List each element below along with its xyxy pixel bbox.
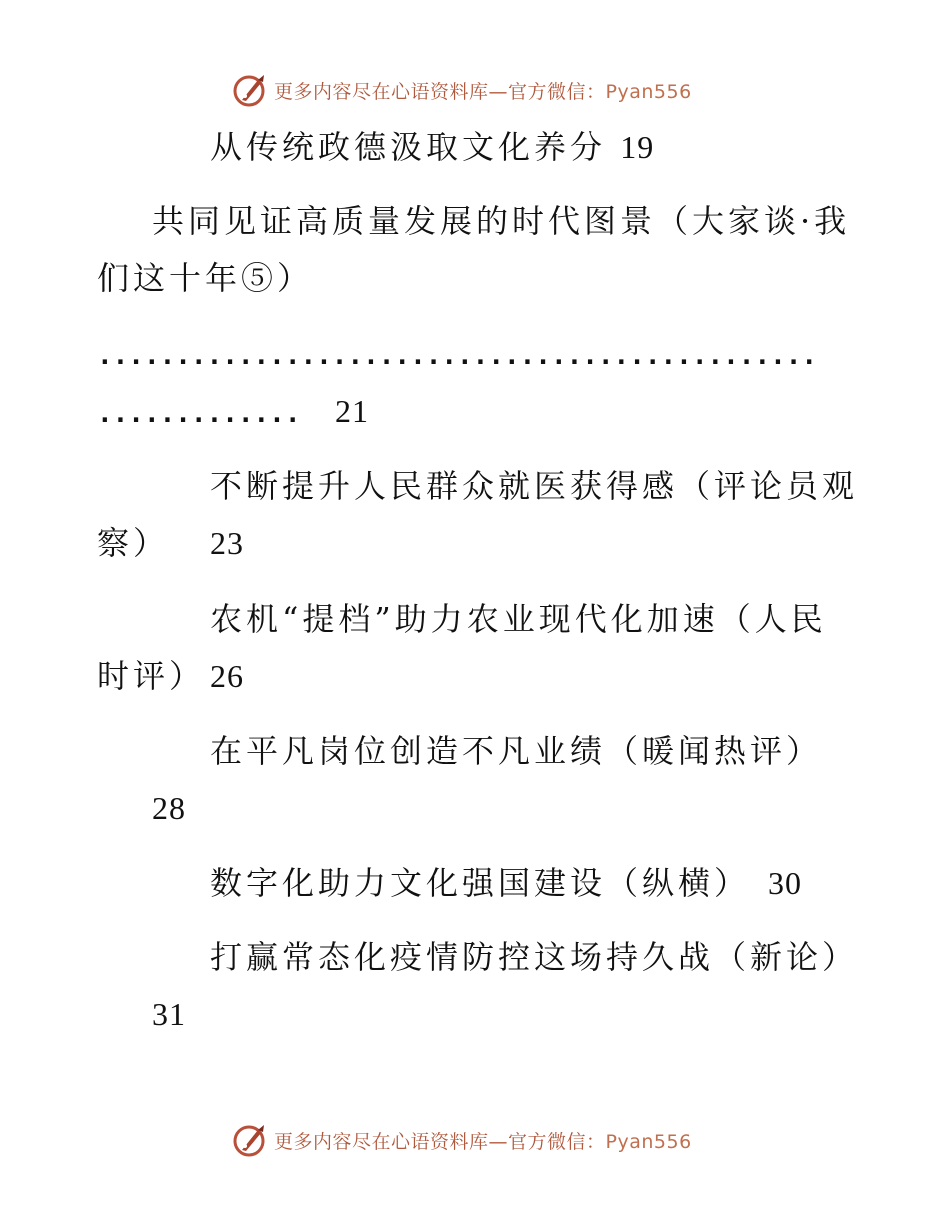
toc-entry-title[interactable]: 数字化助力文化强国建设（纵横） [210,864,751,902]
toc-entry-title-continued[interactable]: 时评） [97,657,206,695]
toc-leader-dots: .............................................. [97,341,818,371]
toc-page-number: 26 [210,658,244,694]
toc-entry-title[interactable]: 不断提升人民群众就医获得感（评论员观 [210,467,859,505]
toc-page-number: 21 [335,393,369,429]
toc-leader-dots: ............. [97,399,301,429]
toc-page-number: 30 [768,865,802,901]
banner-text: 更多内容尽在心语资料库—官方微信：Pyan556 [274,1130,692,1153]
wechat-handle: Pyan556 [605,1130,692,1153]
toc-entry-title[interactable]: 从传统政德汲取文化养分 19 [210,128,655,166]
toc-entry-title[interactable]: 共同见证高质量发展的时代图景（大家谈·我 [152,202,851,240]
toc-page-number: 31 [152,996,186,1032]
quill-pen-logo-icon [232,1122,268,1158]
quill-pen-logo-icon [232,72,268,108]
toc-page-number: 19 [620,129,655,165]
toc-page-number: 28 [152,790,186,826]
toc-entry-title-continued[interactable]: 察） [97,524,170,562]
toc-entry-title[interactable]: 在平凡岗位创造不凡业绩（暖闻热评） [210,732,823,770]
toc-page-number: 23 [210,525,244,561]
banner-text: 更多内容尽在心语资料库—官方微信：Pyan556 [274,80,692,103]
footer-banner [232,1120,692,1160]
toc-entry-title-continued[interactable]: 们这十年⑤） [97,259,314,297]
toc-entry-title[interactable]: 农机“提档”助力农业现代化加速（人民 [210,600,827,638]
toc-entry-title[interactable]: 打赢常态化疫情防控这场持久战（新论） [210,938,859,976]
wechat-handle: Pyan556 [605,80,692,103]
header-banner [232,70,692,110]
